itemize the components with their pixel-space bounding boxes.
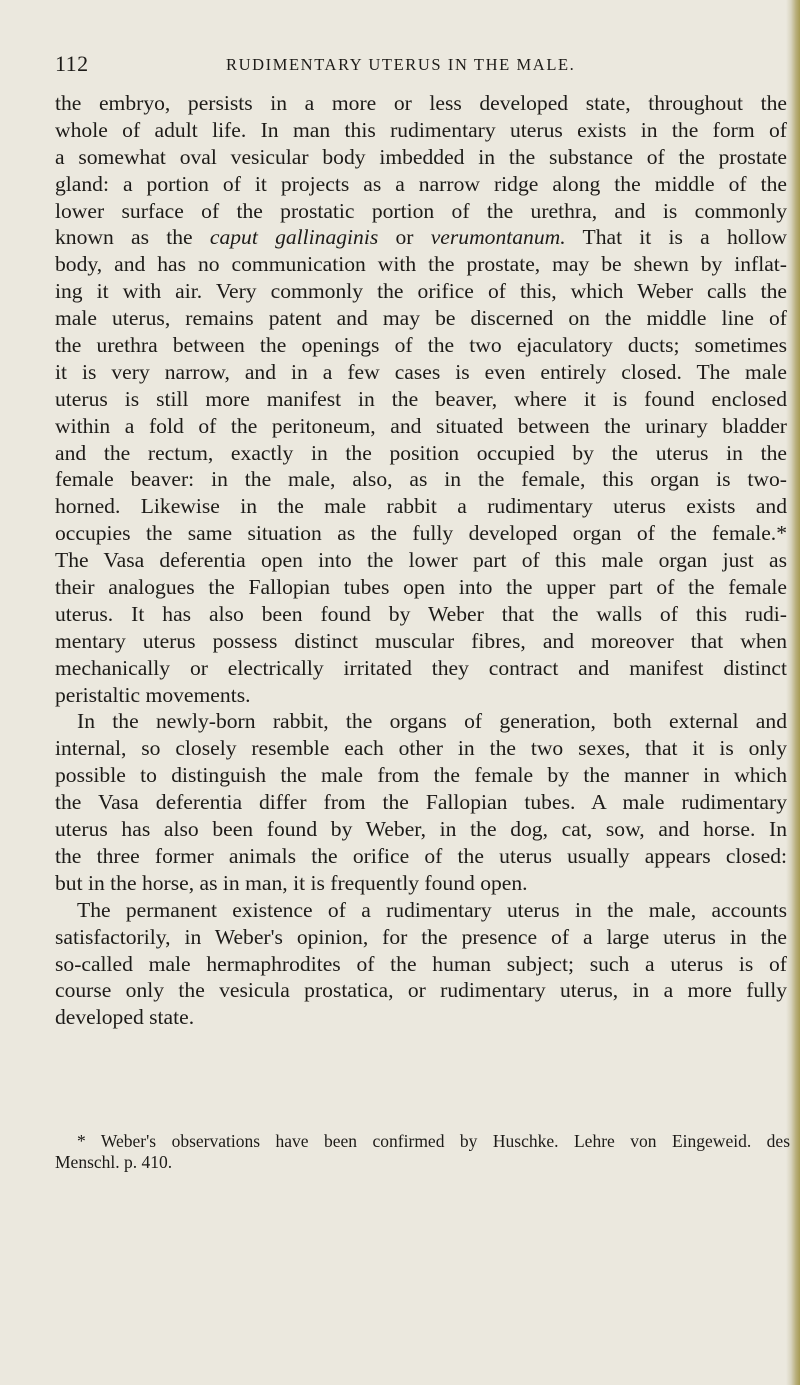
body-line: satisfactorily, in Weber's opinion, for the presence of a large uterus in the <box>55 924 787 949</box>
body-line: gland: a portion of it projects as a narrow ridge along the middle of the <box>55 171 787 196</box>
footnote-line: * Weber's observations have been confirmed by Huschke. Lehre von Eingeweid. des <box>77 1131 790 1151</box>
body-line: uterus is still more manifest in the beaver, where it is found enclosed <box>55 386 787 411</box>
body-line-with-latin-terms <box>55 224 787 251</box>
body-line: a somewhat oval vesicular body imbedded in the substance of the prostate <box>55 144 787 169</box>
body-line: it is very narrow, and in a few cases is even entirely closed. The male <box>55 359 787 384</box>
body-line: but in the horse, as in man, it is frequently found open. <box>55 870 528 895</box>
page-header <box>55 51 790 81</box>
body-line: so-called male hermaphrodites of the human subject; such a uterus is of <box>55 951 787 976</box>
body-line: horned. Likewise in the male rabbit a rudimentary uterus exists and <box>55 494 787 519</box>
body-line: The Vasa deferentia open into the lower part of this male organ just as <box>55 548 787 573</box>
body-line: possible to distinguish the male from the female by the manner in which <box>55 763 787 788</box>
body-line: In the newly-born rabbit, the organs of generation, both external and <box>77 709 787 734</box>
body-line: mentary uterus possess distinct muscular fibres, and moreover that when <box>55 628 787 653</box>
body-text <box>55 90 787 1031</box>
page-binding-edge <box>786 0 800 1385</box>
body-line: the Vasa deferentia differ from the Fallopian tubes. A male rudimentary <box>55 790 787 815</box>
body-line: body, and has no communication with the prostate, may be shewn by inflat- <box>55 252 787 277</box>
body-line-mid: or <box>378 225 431 250</box>
body-line: the embryo, persists in a more or less developed state, throughout the <box>55 91 787 115</box>
body-line: occupies the same situation as the fully developed organ of the female.* <box>55 521 787 546</box>
running-head: RUDIMENTARY UTERUS IN THE MALE. <box>226 55 576 74</box>
footnote-line: Menschl. p. 410. <box>55 1152 173 1172</box>
body-line-tail: That it is a hollow <box>565 225 787 250</box>
latin-term-verumontanum: verumontanum. <box>430 225 566 250</box>
body-line: ing it with air. Very commonly the orifice of this, which Weber calls the <box>55 279 787 304</box>
body-line: their analogues the Fallopian tubes open into the upper part of the female <box>55 575 787 600</box>
footnote <box>55 1131 790 1173</box>
body-line: peristaltic movements. <box>55 682 251 707</box>
body-line: and the rectum, exactly in the position occupied by the uterus in the <box>55 440 787 465</box>
body-line: lower surface of the prostatic portion of the urethra, and is commonly <box>55 198 787 223</box>
body-line: developed state. <box>55 1005 195 1030</box>
body-line: female beaver: in the male, also, as in the female, this organ is two- <box>55 467 787 492</box>
body-line: the urethra between the openings of the two ejaculatory ducts; sometimes <box>55 333 787 358</box>
body-line: uterus. It has also been found by Weber that the walls of this rudi- <box>55 601 787 626</box>
body-line: within a fold of the peritoneum, and situated between the urinary bladder <box>55 413 787 438</box>
body-line: The permanent existence of a rudimentary uterus in the male, accounts <box>77 897 787 922</box>
body-line: whole of adult life. In man this rudimentary uterus exists in the form of <box>55 117 787 142</box>
body-line-lead: known as the <box>55 225 210 250</box>
body-line: male uterus, remains patent and may be discerned on the middle line of <box>55 306 787 331</box>
latin-term-caput-gallinaginis: caput gallinaginis <box>209 225 379 250</box>
body-line: the three former animals the orifice of the uterus usually appears closed: <box>55 843 787 868</box>
body-line: mechanically or electrically irritated they contract and manifest distinct <box>55 655 787 680</box>
body-line: internal, so closely resemble each other in the two sexes, that it is only <box>55 736 787 761</box>
body-line: uterus has also been found by Weber, in the dog, cat, sow, and horse. In <box>55 817 787 842</box>
body-line: course only the vesicula prostatica, or rudimentary uterus, in a more fully <box>55 978 787 1003</box>
page-number: 112 <box>55 51 89 76</box>
